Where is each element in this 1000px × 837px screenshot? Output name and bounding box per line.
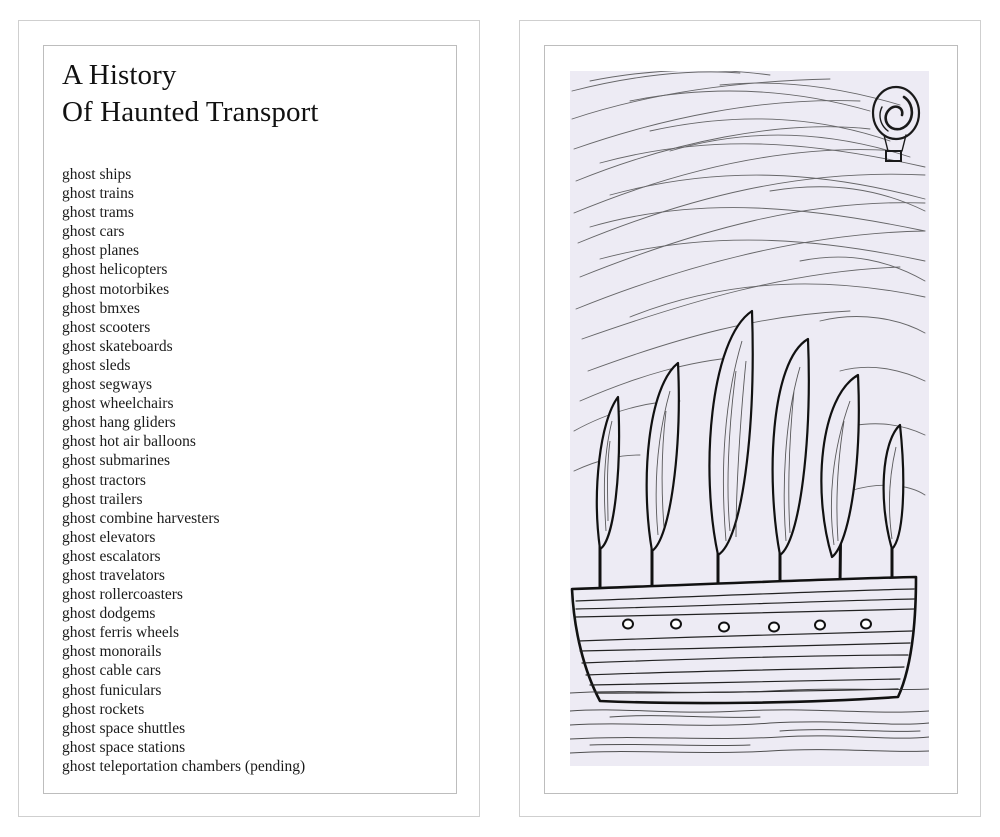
transport-list: [62, 165, 305, 776]
list-item: ghost escalators: [62, 547, 161, 565]
title-line-1: A History: [62, 59, 177, 91]
title-line-2: Of Haunted Transport: [62, 96, 319, 128]
list-item: ghost rockets: [62, 700, 145, 718]
list-item: ghost helicopters: [62, 261, 168, 279]
list-item: ghost bmxes: [62, 299, 140, 317]
list-item: ghost rollercoasters: [62, 586, 183, 604]
page-title: [62, 57, 319, 131]
list-item: ghost planes: [62, 242, 140, 260]
list-item: ghost scooters: [62, 318, 151, 336]
right-page: [519, 20, 981, 817]
list-item: ghost teleportation chambers (pending): [62, 757, 306, 775]
list-item: ghost trains: [62, 185, 134, 203]
list-item: ghost space shuttles: [62, 719, 186, 737]
list-item: ghost travelators: [62, 566, 165, 584]
ghost-ship-illustration: [570, 71, 929, 766]
list-item: ghost cars: [62, 223, 125, 241]
list-item: ghost trams: [62, 204, 134, 222]
list-item: ghost sleds: [62, 356, 131, 374]
list-item: ghost ferris wheels: [62, 624, 180, 642]
list-item: ghost wheelchairs: [62, 395, 174, 413]
list-item: ghost monorails: [62, 643, 162, 661]
list-item: ghost hang gliders: [62, 414, 176, 432]
list-item: ghost combine harvesters: [62, 509, 220, 527]
list-item: ghost dodgems: [62, 605, 156, 623]
list-item: ghost elevators: [62, 528, 156, 546]
list-item: ghost motorbikes: [62, 280, 170, 298]
list-item: ghost cable cars: [62, 662, 161, 680]
list-item: ghost tractors: [62, 471, 146, 489]
list-item: ghost skateboards: [62, 337, 173, 355]
list-item: ghost funiculars: [62, 681, 162, 699]
list-item: ghost segways: [62, 376, 152, 394]
list-item: ghost ships: [62, 166, 132, 183]
list-item: ghost submarines: [62, 452, 171, 470]
left-page: [18, 20, 480, 817]
list-item: ghost trailers: [62, 490, 143, 508]
list-item: ghost space stations: [62, 738, 186, 756]
list-item: ghost hot air balloons: [62, 433, 196, 451]
